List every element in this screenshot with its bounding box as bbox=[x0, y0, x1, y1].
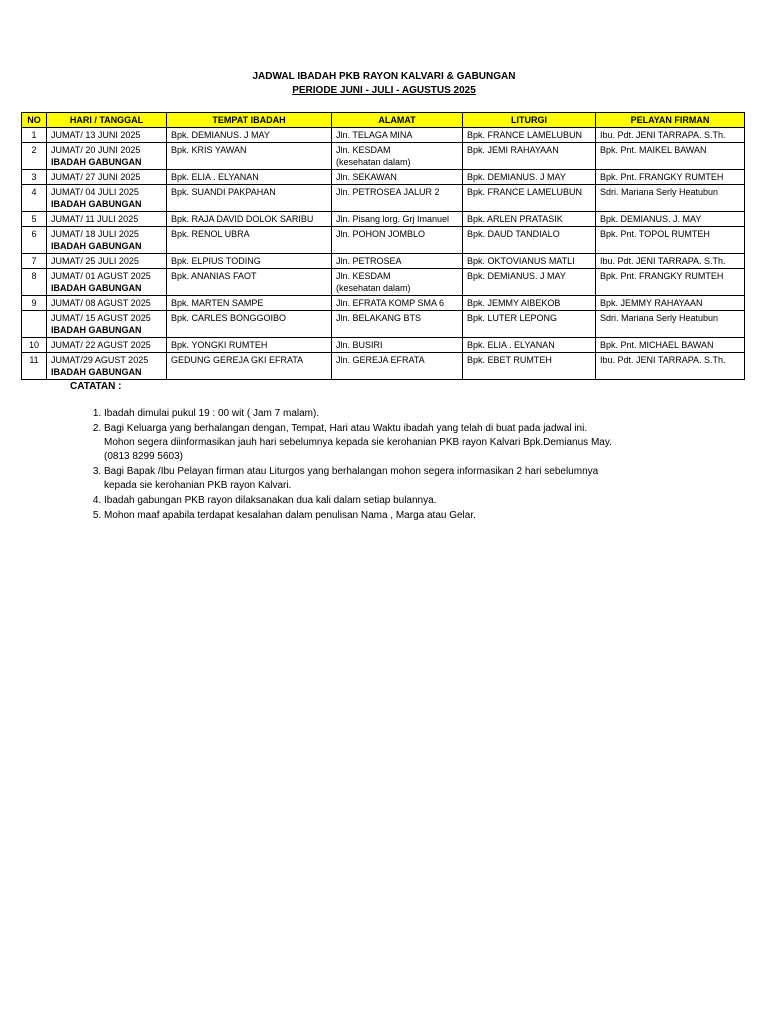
cell-preacher-text: Bpk. Pnt. TOPOL RUMTEH bbox=[600, 229, 710, 239]
header-date: HARI / TANGGAL bbox=[47, 113, 167, 128]
cell-no-text: 9 bbox=[31, 298, 37, 308]
cell-no-text: 8 bbox=[31, 271, 37, 281]
cell-date-note: IBADAH GABUNGAN bbox=[51, 157, 142, 167]
cell-liturgy-text: Bpk. FRANCE LAMELUBUN bbox=[467, 130, 583, 140]
cell-address-text: Jln. KESDAM bbox=[336, 271, 391, 281]
cell-place-text: Bpk. KRIS YAWAN bbox=[171, 145, 247, 155]
cell-liturgy bbox=[463, 353, 596, 380]
cell-no bbox=[22, 185, 47, 212]
cell-place-text: Bpk. YONGKI RUMTEH bbox=[171, 340, 268, 350]
cell-date-note: IBADAH GABUNGAN bbox=[51, 199, 142, 209]
cell-preacher bbox=[596, 143, 745, 170]
cell-liturgy bbox=[463, 311, 596, 338]
cell-address-text: Jln. GEREJA EFRATA bbox=[336, 355, 425, 365]
cell-preacher bbox=[596, 311, 745, 338]
cell-no-text: 6 bbox=[31, 229, 37, 239]
cell-preacher bbox=[596, 296, 745, 311]
cell-no-text: 1 bbox=[31, 130, 37, 140]
notes-list bbox=[70, 407, 724, 524]
cell-date bbox=[47, 227, 167, 254]
cell-date bbox=[47, 353, 167, 380]
cell-place-text: Bpk. RENOL UBRA bbox=[171, 229, 250, 239]
cell-address-text: Jln. TELAGA MINA bbox=[336, 130, 413, 140]
schedule-table bbox=[21, 112, 745, 380]
cell-no-text: 2 bbox=[31, 145, 37, 155]
cell-address bbox=[332, 254, 463, 269]
note-line: Mohon segera diinformasikan jauh hari sebelumnya kepada sie kerohanian PKB rayon Kalvari Bpk.Demianus May. bbox=[104, 437, 612, 448]
note-item bbox=[104, 465, 724, 493]
cell-place bbox=[167, 353, 332, 380]
cell-no bbox=[22, 212, 47, 227]
cell-preacher-text: Bpk. Pnt. FRANGKY RUMTEH bbox=[600, 172, 724, 182]
cell-liturgy-text: Bpk. ELIA . ELYANAN bbox=[467, 340, 555, 350]
cell-date-note: IBADAH GABUNGAN bbox=[51, 367, 142, 377]
cell-liturgy-text: Bpk. LUTER LEPONG bbox=[467, 313, 558, 323]
cell-date-text: JUMAT/ 25 JULI 2025 bbox=[51, 256, 139, 266]
cell-preacher-text: Bpk. Pnt. FRANGKY RUMTEH bbox=[600, 271, 724, 281]
table-row bbox=[22, 353, 745, 380]
cell-date bbox=[47, 212, 167, 227]
cell-no bbox=[22, 311, 47, 338]
cell-place bbox=[167, 269, 332, 296]
cell-liturgy-text: Bpk. JEMI RAHAYAAN bbox=[467, 145, 559, 155]
table-row bbox=[22, 296, 745, 311]
cell-place bbox=[167, 128, 332, 143]
note-line: (0813 8299 5603) bbox=[104, 451, 183, 462]
cell-place bbox=[167, 227, 332, 254]
cell-address bbox=[332, 338, 463, 353]
cell-address bbox=[332, 212, 463, 227]
cell-date-text: JUMAT/ 22 AGUST 2025 bbox=[51, 340, 151, 350]
cell-liturgy bbox=[463, 143, 596, 170]
cell-liturgy-text: Bpk. OKTOVIANUS MATLI bbox=[467, 256, 575, 266]
cell-address bbox=[332, 143, 463, 170]
cell-place bbox=[167, 212, 332, 227]
cell-liturgy-text: Bpk. FRANCE LAMELUBUN bbox=[467, 187, 583, 197]
cell-preacher bbox=[596, 269, 745, 296]
table-row bbox=[22, 212, 745, 227]
note-item bbox=[104, 509, 724, 523]
table-row bbox=[22, 170, 745, 185]
cell-no-text: 11 bbox=[29, 355, 39, 365]
cell-date bbox=[47, 254, 167, 269]
table-header-row bbox=[22, 113, 745, 128]
cell-preacher-text: Bpk. DEMIANUS. J. MAY bbox=[600, 214, 702, 224]
document-title: JADWAL IBADAH PKB RAYON KALVARI & GABUNGAN bbox=[252, 71, 516, 82]
cell-liturgy bbox=[463, 185, 596, 212]
cell-liturgy bbox=[463, 269, 596, 296]
cell-liturgy-text: Bpk. DEMIANUS. J MAY bbox=[467, 172, 566, 182]
cell-no-text: 3 bbox=[31, 172, 37, 182]
cell-liturgy-text: Bpk. ARLEN PRATASIK bbox=[467, 214, 563, 224]
cell-date bbox=[47, 338, 167, 353]
header-liturgy: LITURGI bbox=[463, 113, 596, 128]
cell-no-text: 7 bbox=[31, 256, 37, 266]
header-place: TEMPAT IBADAH bbox=[167, 113, 332, 128]
cell-preacher bbox=[596, 254, 745, 269]
cell-place bbox=[167, 296, 332, 311]
cell-no bbox=[22, 128, 47, 143]
document-period: PERIODE JUNI - JULI - AGUSTUS 2025 bbox=[292, 85, 476, 96]
table-row bbox=[22, 143, 745, 170]
cell-date-text: JUMAT/ 11 JULI 2025 bbox=[51, 214, 139, 224]
note-item bbox=[104, 494, 724, 508]
cell-preacher-text: Bpk. Pnt. MAIKEL BAWAN bbox=[600, 145, 707, 155]
table-body bbox=[22, 128, 745, 380]
cell-place-text: Bpk. ELPIUS TODING bbox=[171, 256, 261, 266]
cell-address-text: Jln. PETROSEA bbox=[336, 256, 402, 266]
cell-address bbox=[332, 227, 463, 254]
cell-date-note: IBADAH GABUNGAN bbox=[51, 325, 142, 335]
cell-date-text: JUMAT/29 AGUST 2025 bbox=[51, 355, 149, 365]
notes-title: CATATAN : bbox=[70, 381, 122, 392]
cell-preacher bbox=[596, 353, 745, 380]
cell-address-text: Jln. EFRATA KOMP SMA 6 bbox=[336, 298, 445, 308]
cell-place-text: GEDUNG GEREJA GKI EFRATA bbox=[171, 355, 304, 365]
cell-place-text: Bpk. RAJA DAVID DOLOK SARIBU bbox=[171, 214, 314, 224]
cell-address-text: Jln. BELAKANG BTS bbox=[336, 313, 422, 323]
cell-date bbox=[47, 185, 167, 212]
cell-place bbox=[167, 254, 332, 269]
cell-date bbox=[47, 311, 167, 338]
cell-liturgy bbox=[463, 170, 596, 185]
cell-date bbox=[47, 128, 167, 143]
table-row bbox=[22, 269, 745, 296]
cell-place-text: Bpk. DEMIANUS. J MAY bbox=[171, 130, 270, 140]
cell-liturgy bbox=[463, 227, 596, 254]
cell-liturgy bbox=[463, 212, 596, 227]
cell-place bbox=[167, 185, 332, 212]
cell-date-text: JUMAT/ 13 JUNI 2025 bbox=[51, 130, 141, 140]
note-line: 4. Ibadah gabungan PKB rayon dilaksanakan dua kali dalam setiap bulannya. bbox=[104, 495, 437, 506]
cell-liturgy bbox=[463, 296, 596, 311]
cell-address-note: (kesehatan dalam) bbox=[336, 283, 411, 293]
cell-place-text: Bpk. ELIA . ELYANAN bbox=[171, 172, 259, 182]
cell-date-note: IBADAH GABUNGAN bbox=[51, 283, 142, 293]
cell-preacher-text: Ibu. Pdt. JENI TARRAPA. S.Th. bbox=[600, 355, 726, 365]
cell-place-text: Bpk. CARLES BONGGOIBO bbox=[171, 313, 287, 323]
note-item bbox=[104, 407, 724, 421]
header-address: ALAMAT bbox=[332, 113, 463, 128]
cell-liturgy-text: Bpk. DEMIANUS. J MAY bbox=[467, 271, 566, 281]
cell-date-note: IBADAH GABUNGAN bbox=[51, 241, 142, 251]
cell-preacher bbox=[596, 185, 745, 212]
cell-liturgy-text: Bpk. JEMMY AIBEKOB bbox=[467, 298, 561, 308]
cell-preacher bbox=[596, 128, 745, 143]
cell-place-text: Bpk. MARTEN SAMPE bbox=[171, 298, 264, 308]
header-preacher: PELAYAN FIRMAN bbox=[596, 113, 745, 128]
cell-no bbox=[22, 296, 47, 311]
note-line: 2. Bagi Keluarga yang berhalangan dengan, Tempat, Hari atau Waktu ibadah yang telah di buat pada jadwal ini. bbox=[104, 423, 588, 434]
cell-liturgy bbox=[463, 338, 596, 353]
cell-preacher bbox=[596, 212, 745, 227]
cell-no-text: 10 bbox=[28, 340, 39, 350]
cell-address-text: Jln. POHON JOMBLO bbox=[336, 229, 426, 239]
cell-address-text: Jln. Pisang lorg. Grj Imanuel bbox=[336, 214, 450, 224]
cell-place bbox=[167, 338, 332, 353]
note-line: 5. Mohon maaf apabila terdapat kesalahan dalam penulisan Nama , Marga atau Gelar. bbox=[104, 510, 476, 521]
note-line: kepada sie kerohanian PKB rayon Kalvari. bbox=[104, 480, 292, 491]
cell-liturgy-text: Bpk. EBET RUMTEH bbox=[467, 355, 552, 365]
cell-address-text: Jln. BUSIRI bbox=[336, 340, 383, 350]
cell-preacher-text: Ibu. Pdt. JENI TARRAPA. S.Th. bbox=[600, 256, 726, 266]
cell-no bbox=[22, 353, 47, 380]
table-row bbox=[22, 227, 745, 254]
cell-preacher-text: Ibu. Pdt. JENI TARRAPA. S.Th. bbox=[600, 130, 726, 140]
table-row bbox=[22, 128, 745, 143]
cell-date bbox=[47, 143, 167, 170]
cell-date-text: JUMAT/ 15 AGUST 2025 bbox=[51, 313, 151, 323]
table-row bbox=[22, 254, 745, 269]
header-no: NO bbox=[22, 113, 47, 128]
cell-place bbox=[167, 311, 332, 338]
cell-no bbox=[22, 254, 47, 269]
cell-address-text: Jln. SEKAWAN bbox=[336, 172, 397, 182]
cell-no bbox=[22, 143, 47, 170]
cell-place-text: Bpk. ANANIAS FAOT bbox=[171, 271, 257, 281]
cell-preacher-text: Bpk. Pnt. MICHAEL BAWAN bbox=[600, 340, 714, 350]
cell-preacher bbox=[596, 338, 745, 353]
note-line: 1. Ibadah dimulai pukul 19 : 00 wit ( Jam 7 malam). bbox=[104, 408, 320, 419]
cell-address-text: Jln. PETROSEA JALUR 2 bbox=[336, 187, 440, 197]
cell-preacher bbox=[596, 170, 745, 185]
cell-address bbox=[332, 311, 463, 338]
cell-address-note: (kesehatan dalam) bbox=[336, 157, 411, 167]
cell-liturgy bbox=[463, 128, 596, 143]
cell-no bbox=[22, 269, 47, 296]
cell-preacher-text: Sdri. Mariana Serly Heatubun bbox=[600, 187, 719, 197]
cell-date-text: JUMAT/ 04 JULI 2025 bbox=[51, 187, 139, 197]
cell-no bbox=[22, 170, 47, 185]
cell-address bbox=[332, 128, 463, 143]
cell-date-text: JUMAT/ 18 JULI 2025 bbox=[51, 229, 139, 239]
cell-address bbox=[332, 170, 463, 185]
cell-date-text: JUMAT/ 20 JUNI 2025 bbox=[51, 145, 141, 155]
cell-no-text: 4 bbox=[31, 187, 37, 197]
cell-date-text: JUMAT/ 08 AGUST 2025 bbox=[51, 298, 151, 308]
cell-no bbox=[22, 338, 47, 353]
cell-place bbox=[167, 170, 332, 185]
cell-address bbox=[332, 185, 463, 212]
cell-place bbox=[167, 143, 332, 170]
cell-liturgy bbox=[463, 254, 596, 269]
cell-date bbox=[47, 170, 167, 185]
cell-preacher-text: Bpk. JEMMY RAHAYAAN bbox=[600, 298, 703, 308]
note-item bbox=[104, 422, 724, 464]
cell-address-text: Jln. KESDAM bbox=[336, 145, 391, 155]
cell-date bbox=[47, 296, 167, 311]
table-row bbox=[22, 185, 745, 212]
cell-date bbox=[47, 269, 167, 296]
cell-date-text: JUMAT/ 01 AGUST 2025 bbox=[51, 271, 151, 281]
table-row bbox=[22, 311, 745, 338]
cell-no bbox=[22, 227, 47, 254]
cell-address bbox=[332, 269, 463, 296]
cell-no-text: 5 bbox=[31, 214, 37, 224]
cell-date-text: JUMAT/ 27 JUNI 2025 bbox=[51, 172, 141, 182]
cell-preacher-text: Sdri. Mariana Serly Heatubun bbox=[600, 313, 719, 323]
cell-place-text: Bpk. SUANDI PAKPAHAN bbox=[171, 187, 276, 197]
table-row bbox=[22, 338, 745, 353]
cell-liturgy-text: Bpk. DAUD TANDIALO bbox=[467, 229, 560, 239]
cell-address bbox=[332, 353, 463, 380]
cell-address bbox=[332, 296, 463, 311]
note-line: 3. Bagi Bapak /Ibu Pelayan firman atau Liturgos yang berhalangan mohon segera informasikan 2 hari sebelumnya bbox=[104, 466, 599, 477]
cell-preacher bbox=[596, 227, 745, 254]
